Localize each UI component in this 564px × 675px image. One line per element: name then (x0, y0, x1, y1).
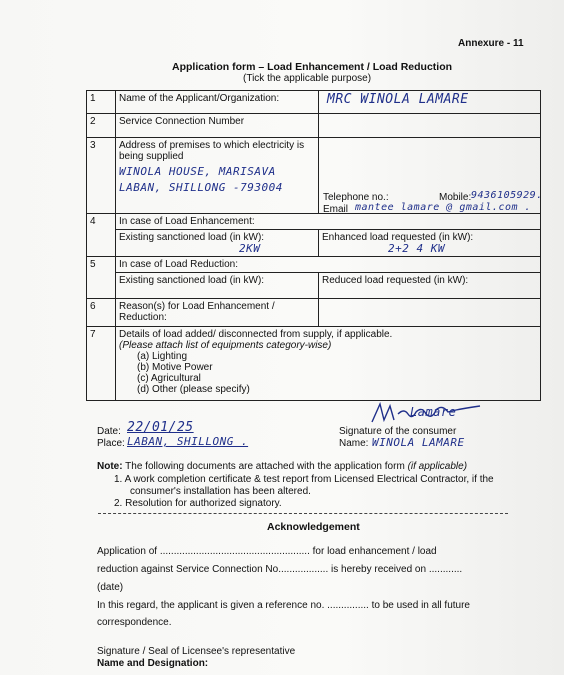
existing-load-cell (116, 230, 319, 257)
existing-load-label: Existing sanctioned load (in kW): (119, 232, 265, 243)
date-value[interactable]: 22/01/25 (127, 420, 194, 435)
row-number: 5 (87, 257, 116, 299)
table-row (87, 230, 541, 257)
enhanced-load-cell (319, 230, 541, 257)
table-row (87, 114, 541, 138)
table-row (87, 138, 541, 214)
row-label: In case of Load Enhancement: (116, 214, 541, 230)
signature-text: Lamare (410, 405, 457, 419)
place-value[interactable]: LABAN, SHILLONG . (127, 435, 249, 448)
form-title: Application form – Load Enhancement / Load Reduction (172, 61, 453, 73)
document-item: 1. A work completion certificate & test report from Licensed Electrical Contractor, if the (114, 474, 494, 485)
application-table (86, 90, 541, 401)
mobile-value[interactable]: 9436105929. (471, 190, 543, 201)
annexure-label: Annexure - 11 (458, 38, 524, 49)
table-row (87, 299, 541, 327)
row-label: Service Connection Number (116, 114, 319, 138)
consumer-name-value: WINOLA LAMARE (372, 436, 465, 449)
address-cell (116, 138, 319, 214)
email-label: Email (323, 204, 349, 215)
table-row (87, 273, 541, 299)
date-label: Date: (97, 426, 121, 437)
mobile-label: Mobile: (439, 192, 472, 203)
reduction-existing-load[interactable]: Existing sanctioned load (in kW): (116, 273, 319, 299)
name-designation-label: Name and Designation: (97, 658, 209, 669)
note-text: The following documents are attached with the application form (125, 461, 405, 472)
row-label: Details of load added/ disconnected from supply, if applicable. (119, 329, 393, 340)
load-category: (d) Other (please specify) (137, 384, 250, 395)
document-item: 2. Resolution for authorized signatory. (114, 498, 282, 509)
address-line-1: WINOLA HOUSE, MARISAVA (119, 165, 276, 178)
ack-line: Application of ...................................................... for load enhancement / load (97, 546, 437, 557)
address-line-2: LABAN, SHILLONG -793004 (119, 181, 283, 194)
document-item-cont: consumer's installation has been altered. (130, 486, 311, 497)
applicant-name-value: MRC WINOLA LAMARE (327, 92, 469, 107)
table-row (87, 214, 541, 230)
note-condition: (if applicable) (407, 461, 468, 472)
table-row (87, 327, 541, 401)
row-label: Name of the Applicant/Organization: (116, 91, 319, 114)
licensee-signature-label: Signature / Seal of Licensee's representative (97, 646, 296, 657)
table-row (87, 257, 541, 273)
signature-label: Signature of the consumer (339, 426, 457, 437)
ack-line: In this regard, the applicant is given a reference no. ............... to be used in all future (97, 600, 470, 611)
row-number: 6 (87, 299, 116, 327)
table-row (87, 91, 541, 114)
load-details-cell (116, 327, 541, 401)
row-number: 1 (87, 91, 116, 114)
row-label: In case of Load Reduction: (116, 257, 541, 273)
row-label: Reason(s) for Load Enhancement / Reduction: (116, 299, 319, 327)
row-number: 2 (87, 114, 116, 138)
ack-line: correspondence. (97, 617, 172, 628)
row-number: 3 (87, 138, 116, 214)
load-category: (a) Lighting (137, 351, 188, 362)
note-line (97, 461, 467, 472)
form-subtitle: (Tick the applicable purpose) (243, 73, 372, 84)
contact-cell (319, 138, 541, 214)
load-category: (c) Agricultural (137, 373, 201, 384)
existing-load-value[interactable]: 2KW (239, 242, 261, 255)
note-label: Note: (97, 461, 123, 472)
email-value[interactable]: mantee lamare @ gmail.com . (355, 202, 532, 213)
row-number: 4 (87, 214, 116, 257)
ack-line: reduction against Service Connection No.................. is hereby received on ............ (97, 564, 463, 575)
divider (98, 513, 508, 514)
enhanced-load-value[interactable]: 2+2 4 KW (388, 242, 445, 255)
ack-line: (date) (97, 582, 124, 593)
telephone-label: Telephone no.: (323, 192, 389, 203)
consumer-name-label: Name: (339, 438, 369, 449)
reduced-load-requested[interactable]: Reduced load requested (in kW): (319, 273, 541, 299)
load-category: (b) Motive Power (137, 362, 213, 373)
attach-note: (Please attach list of equipments category-wise) (119, 340, 332, 351)
enhanced-load-label: Enhanced load requested (in kW): (322, 232, 474, 243)
place-label: Place: (97, 438, 125, 449)
service-connection-field[interactable] (319, 114, 541, 138)
row-label: Address of premises to which electricity is being supplied (119, 140, 305, 162)
applicant-name-field[interactable] (319, 91, 541, 114)
reason-field[interactable] (319, 299, 541, 327)
row-number: 7 (87, 327, 116, 401)
acknowledgement-title: Acknowledgement (267, 521, 360, 533)
